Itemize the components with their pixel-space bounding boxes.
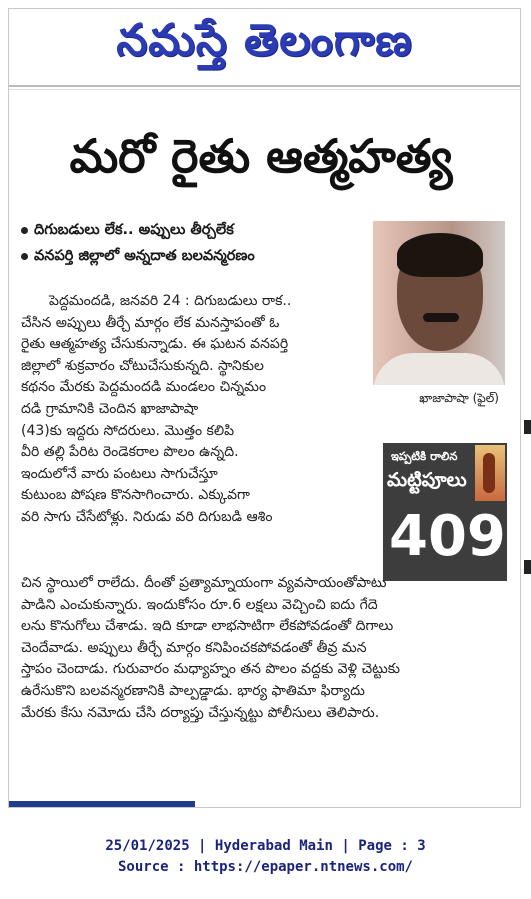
photo-caption: ఖాజాపాషా (ఫైల్): [373, 385, 505, 411]
masthead-title: నమస్తే తెలంగాణ: [116, 15, 413, 66]
counter-number: 409: [389, 504, 506, 569]
photo-moustache: [423, 313, 459, 322]
farmer-photo: [373, 221, 505, 411]
body-line: చెందేవాడు. అప్పులు తీర్చే మార్గం కనిపించకపోవడంతో తీవ్ర మన: [21, 639, 367, 656]
body-line: దడి గ్రామానికి చెందిన ఖాజాపాషా: [21, 400, 199, 417]
body-line: ఇందులోనే వారు పంటలు సాగుచేస్తూ: [21, 465, 218, 482]
body-line: మేరకు కేసు నమోదు చేసి దర్యాప్తు చేస్తున్నట్టు పోలీసులు తెలిపారు.: [21, 704, 380, 721]
body-line: వరి సాగు చేసేటోళ్లు. నిరుడు వరి దిగుబడి ఆశిం: [21, 508, 273, 525]
photo-hair: [397, 233, 483, 277]
bottom-divider: [209, 807, 521, 808]
subhead-bullet-text: వనపర్తి జిల్లాలో అన్నదాత బలవన్మరణం: [34, 248, 255, 264]
subhead-bullet: [21, 217, 371, 243]
source-footer: [0, 836, 531, 878]
wilted-flower-icon: [475, 445, 505, 501]
body-line: ఉరేసుకొని బలవన్మరణానికి పాల్పడ్డాడు. భార్య ఫాతిమా ఫిర్యాదు: [21, 682, 365, 699]
footer-date-edition: 25/01/2025 | Hyderabad Main | Page : 3: [105, 838, 426, 854]
newspaper-clipping: [8, 8, 521, 808]
adjacent-article-edge: [524, 560, 531, 574]
masthead: [9, 9, 520, 81]
footer-source-link[interactable]: Source : https://epaper.ntnews.com/: [117, 859, 413, 875]
bullet-icon: [21, 227, 28, 234]
masthead-divider-thin: [9, 89, 520, 90]
section-color-bar: [9, 801, 195, 808]
article-headline: మరో రైతు ఆత్మహత్య: [69, 129, 453, 183]
masthead-divider: [9, 85, 520, 87]
body-line: కుటుంబ పోషణ కొనసాగించారు. ఎక్కువగా: [21, 487, 250, 504]
death-counter-box: [383, 443, 507, 581]
body-line: చేసిన అప్పులు తీర్చే మార్గం లేక మనస్తాపంతో ఓ: [21, 314, 280, 331]
body-line: చిన స్థాయిలో రాలేదు. దీంతో ప్రత్యామ్నాయంగా వ్యవసాయంతోపాటు: [21, 575, 387, 591]
body-line: వీరి తల్లి పేరిట రెండెకరాల పొలం ఉన్నది.: [21, 444, 239, 461]
subhead-bullet: [21, 243, 371, 269]
body-line: కథనం మేరకు పెద్దమందడి మండలం చిన్నమం: [21, 379, 267, 396]
body-line: పాడిని ఎంచుకున్నారు. ఇందుకోసం రూ.6 లక్షలు వెచ్చించి ఐదు గేదె: [21, 596, 378, 613]
bullet-icon: [21, 253, 28, 260]
subhead-bullet-text: దిగుబడులు లేక.. అప్పులు తీర్చలేక: [34, 222, 234, 238]
article-body-wide: [21, 573, 507, 724]
subhead-bullets: [21, 217, 371, 269]
body-line: లను కొనుగోలు చేశాడు. ఇది కూడా లాభసాటిగా లేకపోవడంతో దిగాలు: [21, 618, 394, 635]
body-line: పెద్దమందడి, జనవరి 24 : దిగుబడులు రాక..: [49, 293, 292, 309]
article-body-narrow: [21, 291, 373, 529]
body-line: జిల్లాలో శుక్రవారం చోటుచేసుకున్నది. స్థానికుల: [21, 357, 264, 374]
body-line: (43)కు ఇద్దరు సోదరులు. మొత్తం కలిపి: [21, 422, 235, 439]
counter-label-top: ఇప్పటికి రాలిన: [391, 449, 458, 463]
body-line: స్తాపం చెందాడు. గురువారం మధ్యాహ్నం తన పొలం వద్దకు వెళ్లి చెట్టుకు: [21, 661, 400, 678]
body-line: రైతు ఆత్మహత్య చేసుకున్నాడు. ఈ ఘటన వనపర్తి: [21, 336, 289, 353]
adjacent-article-edge: [524, 420, 531, 434]
counter-label-main: మట్టిపూలు: [387, 469, 467, 491]
